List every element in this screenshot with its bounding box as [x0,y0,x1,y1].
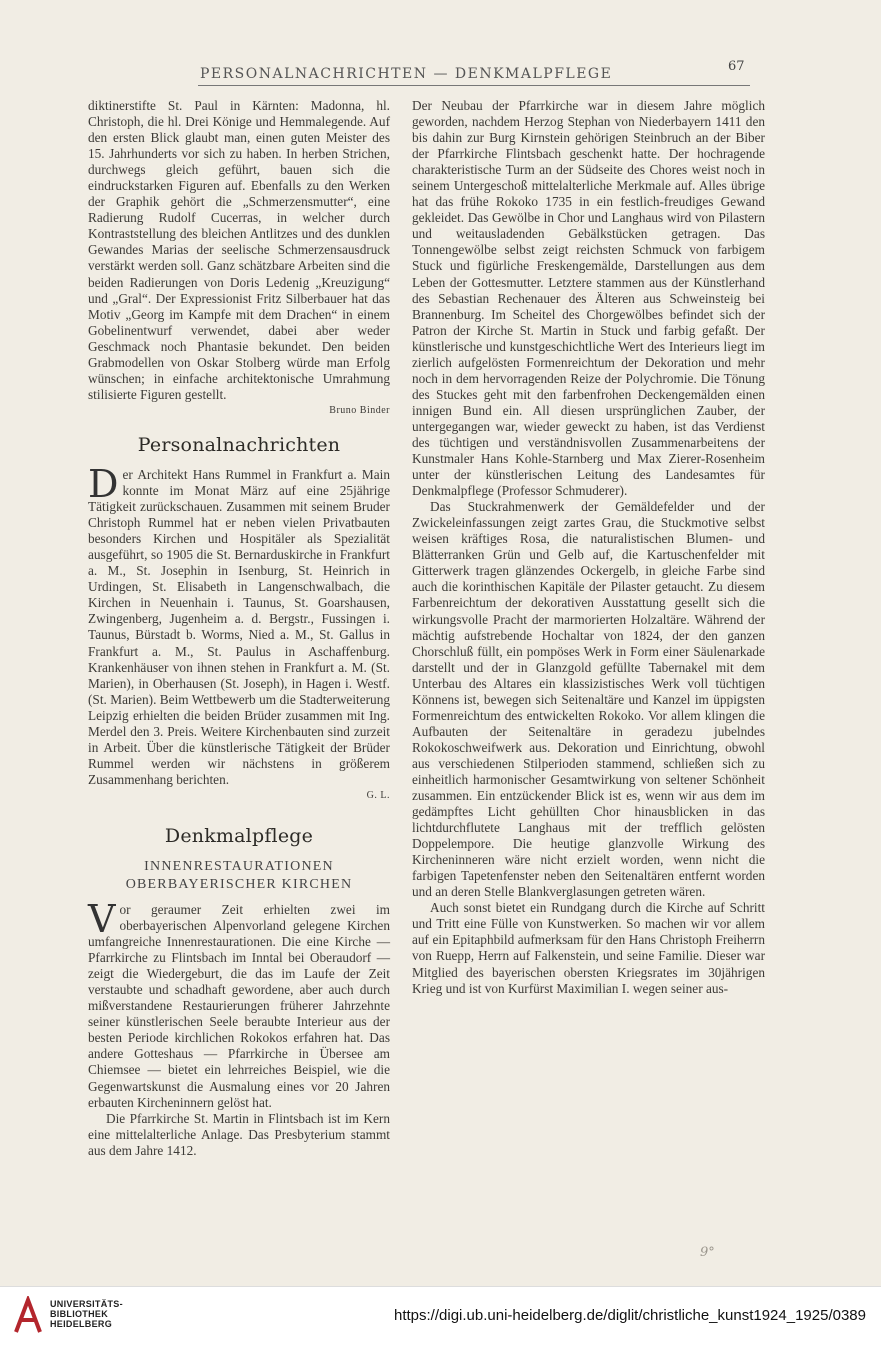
personal-paragraph [88,461,390,788]
denkmal-dropcap: V [88,897,116,942]
header-rule [198,85,750,86]
personal-dropcap: D [88,461,119,506]
viewer-footer [0,1286,881,1346]
denkmal-subtitle: INNENRESTAURATIONEN OBERBAYERISCHER KIRCHEN [125,859,353,893]
denkmal-section-title: Denkmalpflege [164,824,314,847]
intro-paragraph: diktinerstifte St. Paul in Kärnten: Madonna, hl. Christoph, die hl. Drei Könige und Hemmalegende. Auf den ersten Blick glaubt man, einen guten Meister des 15. Jahrhunderts vor sich zu haben. In herben Strichen, durchwegs gleich geführt, bauen sich die eindruckstarken Figuren auf. Ebenfalls zu den Werken der Graphik gehört die „Schmerzensmutter“, eine Radierung Rudolf Cucerras, in welcher durch Kontraststellung des bleichen Antlitzes und des dunklen Gewandes Marias der seelische Schmerzensausdruck verstärkt werden soll. Ganz schätzbare Arbeiten sind die beiden Radierungen von Doris Ledenig „Kreuzigung“ und „Gral“. Der Expressionist Fritz Silberbauer hat das Motiv „Georg im Kampfe mit dem Drachen“ in einem Gobelinentwurf verwendet, dabei aber weder Geschmack noch Phantasie bekundet. Den beiden Grabmodellen von Oskar Stolberg würde man Erfolg wünschen; in einfache architektonische Umrahmung stilisierte Figuren gestellt. [88,98,390,402]
margin-note: 9° [700,1245,715,1260]
library-name-line-3: HEIDELBERG [50,1319,113,1329]
library-name-line-1: UNIVERSITÄTS- [50,1299,123,1309]
right-paragraph-2: Das Stuckrahmenwerk der Gemäldefelder und der Zwickeleinfassungen zeigt zartes Grau, die Stuckmotive selbst weisen kräftiges Rosa, die naturalistischen Blumen- und Blätterranken Grün und Gelb auf, die Kartuschenfelder mit Gitterwerk tragen glänzendes Ockergelb, in gleiche Farbe sind auch die korinthischen Kapitäle der Pilaster getaucht. Zu diesem Farbenreichtum der dekorativen Ausstattung gesellt sich die wirkungsvolle Pracht der marmorierten Holzaltäre. Während der mächtig aufstrebende Hochaltar von 1824, der den ganzen Chorschluß füllt, ein pompöses Werk in Form einer Säulenarkade darstellt und der in Glanzgold gefüllte Tabernakel mit dem Unterbau des Altares ein klassizistisches Werk voll tüchtigen Könnens ist, bewegen sich Seitenaltäre und Kanzel im üppigsten Formenreichtum des entwickelten Rokoko. Vor allem klingen die Aufbauten der Seitenaltäre in geradezu jubelndes Rokokoschweifwerk aus. Dekoration und Einrichtung, obwohl aus verschiedenen Stilperioden stammend, schließen sich zu einheitlich harmonischer Gesamtwirkung von seltener Schönheit zusammen. Ein entzückender Blick ist es, wenn wir aus dem im gedämpftes Licht gehüllten Chor hinausblicken in das lichtdurchflutete Langhaus mit der trefflich gelösten Doppelempore. Die heutige glanzvolle Wirkung des Kircheninneren wäre nicht erzielt worden, wenn nicht die farbigen Tapetenfenster neben den Seitenaltären entfernt worden und an deren Stelle Blankverglasungen getreten wären. [412,499,765,900]
personal-section-title: Personalnachrichten [137,433,341,456]
left-column [88,98,390,1159]
running-title: PERSONALNACHRICHTEN — DENKMALPFLEGE [200,66,613,82]
denkmal-paragraph [88,897,390,1111]
personal-text: er Architekt Hans Rummel in Frankfurt a. Main konnte im Monat März auf eine 25jährige Tätigkeit zurückschauen. Zusammen mit seinem Bruder Christoph Rummel hat er neben vielen Privatbauten besonders Kirchen und Hospitäler als Spezialität ausgeführt, so 1905 die St. Bernarduskirche in Frankfurt a. M., St. Josephin in Isenburg, St. Heinrich in Urdingen, St. Elisabeth in Langenschwalbach, die Kirchen in Neuenhain i. Taunus, St. Goarshausen, Zwingenberg, Jugenheim a. d. Bergstr., Fussingen i. Taunus, Bürstadt b. Worms, Nied a. M., St. Gallus in Frankfurt a. M., St. Paulus in Aschaffenburg. Krankenhäuser von ihnen stehen in Frankfurt a. M. (St. Marien), in Oberhausen (St. Joseph), in Hagen i. Westf. (St. Marien). Beim Wettbewerb um die Stadterweiterung Leipzig erhielten die beiden Brüder zusammen mit Ing. Merdel den 3. Preis. Weitere Kirchenbauten sind zurzeit in Arbeit. Über die künstlerische Tätigkeit der Brüder Rummel werden wir nächstens in größerem Zusammenhang berichten. [88,466,390,787]
intro-signature: Bruno Binder [329,404,390,416]
denkmal-text: or geraumer Zeit erhielten zwei im oberbayerischen Alpenvorland gelegene Kirchen umfangreiche Innenrestaurationen. Die eine Kirche — Pfarrkirche zu Flintsbach im Inntal bei Oberaudorf — zeigt die Wiedergeburt, die das im Laufe der Zeit verstaubte und schadhaft gewordene, aber auch durch mißverstandene Restaurierungen früherer Jahrzehnte seiner künstlerischen Seele beraubte Interieur aus der besten Periode kirchlichen Rokokos erfahren hat. Das andere Gotteshaus — Pfarrkirche in Übersee am Chiemsee — bietet ein lehrreiches Beispiel, wie die Gegenwartskunst die Ausmalung eines vor 20 Jahren erbauten Kircheninnern gelöst hat. [88,902,390,1110]
right-column [412,98,765,997]
right-paragraph-3: Auch sonst bietet ein Rundgang durch die Kirche auf Schritt und Tritt eine Fülle von Kunstwerken. So machen wir vor allem auf ein Epitaphbild aufmerksam für den Hans Christoph Freiherrn von Ruepp, Herrn auf Falkenstein, und seine Familie. Dieser war Mitglied des bayerischen obersten Kriegsrates im 30jährigen Krieg und ist von Kurfürst Maximilian I. wegen seiner aus- [412,900,765,996]
library-name [50,1299,123,1329]
personal-signature: G. L. [366,789,390,801]
library-name-line-2: BIBLIOTHEK [50,1309,108,1319]
right-paragraph-1: Der Neubau der Pfarrkirche war in diesem Jahre möglich geworden, nachdem Herzog Stephan von Niederbayern 1411 den bis dahin zur Burg Kirnstein gehörigen Steinbruch an der Biber der Pfarrkirche Flintsbach geschenkt hatte. Der hochragende charakteristische Turm an der Südseite des Chores weist noch in seinem Untergeschoß mittelalterliche Merkmale auf. Alles übrige hat das frühe Rokoko 1735 in ein festlich-freudiges Gewand gekleidet. Das Gewölbe in Chor und Langhaus wird von Pilastern und weitausladenden Gebälkstücken getragen. Das Tonnengewölbe selbst zeigt reichsten Schmuck von farbigem Stuck und figürliche Freskengemälde, Darstellungen aus dem Leben der Gottesmutter. Letztere stammen aus der Künstlerhand des Sebastian Rechenauer des Älteren aus Schweinsteig bei Brannenburg. Im Scheitel des Chorgewölbes befindet sich der Patron der Kirche St. Martin in Stuck und farbig gefaßt. Der künstlerische und kunstgeschichtliche Wert des Interieurs liegt im zierlich aufgelösten Formenreichtum der Dekoration und mehr noch in dem hervorragenden Reize der Polychromie. Die Tönung des Stuckes geht mit den farbenfrohen Deckengemälden einen innigen Bund ein. All diesen ursprünglichen Zauber, der untergegangen war, wieder geweckt zu haben, ist das Verdienst des tüchtigen und verständnisvollen Zusammenarbeitens der Kunstmaler Hans Kohle-Starnberg und Max Zierer-Rosenheim unter der künstlerischen Leitung des Landesamtes für Denkmalpflege (Professor Schmuderer). [412,98,765,499]
library-logo-icon [12,1296,44,1336]
denkmal-paragraph-2: Die Pfarrkirche St. Martin in Flintsbach ist im Kern eine mittelalterliche Anlage. Das Presbyterium stammt aus dem Jahre 1412. [88,1110,390,1158]
page-number: 67 [728,59,745,74]
permalink-url[interactable]: https://digi.ub.uni-heidelberg.de/diglit/christliche_kunst1924_1925/0389 [394,1307,866,1324]
